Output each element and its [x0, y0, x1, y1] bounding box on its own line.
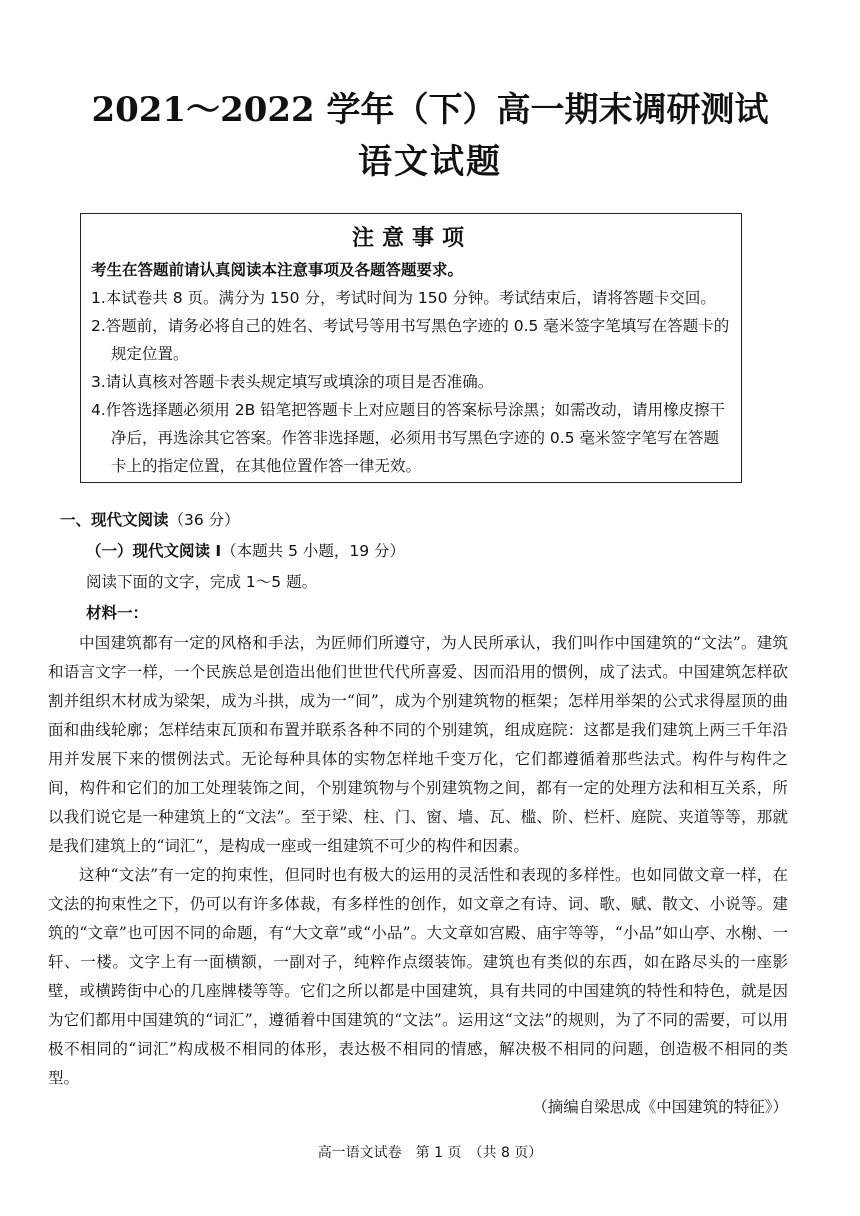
notice-item-4: 4.作答选择题必须用 2B 铅笔把答题卡上对应题目的答案标号涂黑；如需改动，请用橡皮擦干净后，再选涂其它答案。作答非选择题，必须用书写黑色字迹的 0.5 毫米签字笔写在答题卡上的指定位置，在其他位置作答一律无效。 — [91, 401, 726, 475]
notice-item-1: 1.本试卷共 8 页。满分为 150 分，考试时间为 150 分钟。考试结束后，请将答题卡交回。 — [91, 289, 716, 307]
section-modern-reading — [48, 505, 788, 1122]
subsection-heading-label: （一）现代文阅读 I — [86, 542, 222, 560]
subsection-heading — [86, 536, 788, 567]
notice-title: 注意事项 — [351, 225, 472, 251]
material-label: 材料一： — [86, 604, 149, 622]
notice-item-3: 3.请认真核对答题卡表头规定填写或填涂的项目是否准确。 — [91, 373, 494, 391]
section-heading-label: 一、现代文阅读 — [60, 511, 169, 529]
material-paragraph-2: 这种“文法”有一定的拘束性，但同时也有极大的运用的灵活性和表现的多样性。也如同做文章一样，在文法的拘束性之下，仍可以有许多体裁，有多样性的创作，如文章之有诗、词、歌、赋、散文、小说等。建筑的“文章”也可因不同的命题，有“大文章”或“小品”。大文章如宫殿、庙宇等等，“小品”如山亭、水榭、一轩、一楼。文字上有一面横额，一副对子，纯粹作点缀装饰。建筑也有类似的东西，如在路尽头的一座影壁，或横跨街中心的几座牌楼等等。它们之所以都是中国建筑，具有共同的中国建筑的特性和特色，就是因为它们都用中国建筑的“词汇”，遵循着中国建筑的“文法”。运用这“文法”的规则，为了不同的需要，可以用极不相同的“词汇”构成极不相同的体形，表达极不相同的情感，解决极不相同的问题，创造极不相同的类型。 — [48, 866, 788, 1087]
exam-title: 2021～2022 学年（下）高一期末调研测试 — [91, 90, 769, 130]
exam-subtitle: 语文试题 — [358, 142, 502, 182]
subsection-heading-points: （本题共 5 小题，19 分） — [221, 542, 406, 560]
section-heading-points: （36 分） — [168, 511, 240, 529]
material-source: （摘编自梁思成《中国建筑的特征》） — [532, 1098, 788, 1116]
notice-intro: 考生在答题前请认真阅读本注意事项及各题答题要求。 — [91, 261, 464, 279]
reading-instruction: 阅读下面的文字，完成 1～5 题。 — [86, 573, 318, 591]
notice-item-2: 2.答题前，请务必将自己的姓名、考试号等用书写黑色字迹的 0.5 毫米签字笔填写在答题卡的规定位置。 — [91, 317, 730, 363]
material-paragraph-1: 中国建筑都有一定的风格和手法，为匠师们所遵守，为人民所承认，我们叫作中国建筑的“文法”。建筑和语言文字一样，一个民族总是创造出他们世世代代所喜爱、因而沿用的惯例，成了法式。中国建筑怎样砍割并组织木材成为梁架，成为斗拱，成为一“间”，成为个别建筑物的框架；怎样用举架的公式求得屋顶的曲面和曲线轮廓；怎样结束瓦顶和布置并联系各种不同的个别建筑，组成庭院：这都是我们建筑上两三千年沿用并发展下来的惯例法式。无论每种具体的实物怎样地千变万化，它们都遵循着那些法式。构件与构件之间，构件和它们的加工处理装饰之间，个别建筑物与个别建筑物之间，都有一定的处理方法和相互关系，所以我们说它是一种建筑上的“文法”。至于梁、柱、门、窗、墙、瓦、槛、阶、栏杆、庭院、夹道等等，那就是我们建筑上的“词汇”，是构成一座或一组建筑不可少的构件和因素。 — [48, 634, 788, 855]
page-footer: 高一语文试卷 第 1 页 （共 8 页） — [317, 1145, 543, 1161]
notice-box — [80, 213, 742, 483]
section-heading — [60, 505, 788, 536]
